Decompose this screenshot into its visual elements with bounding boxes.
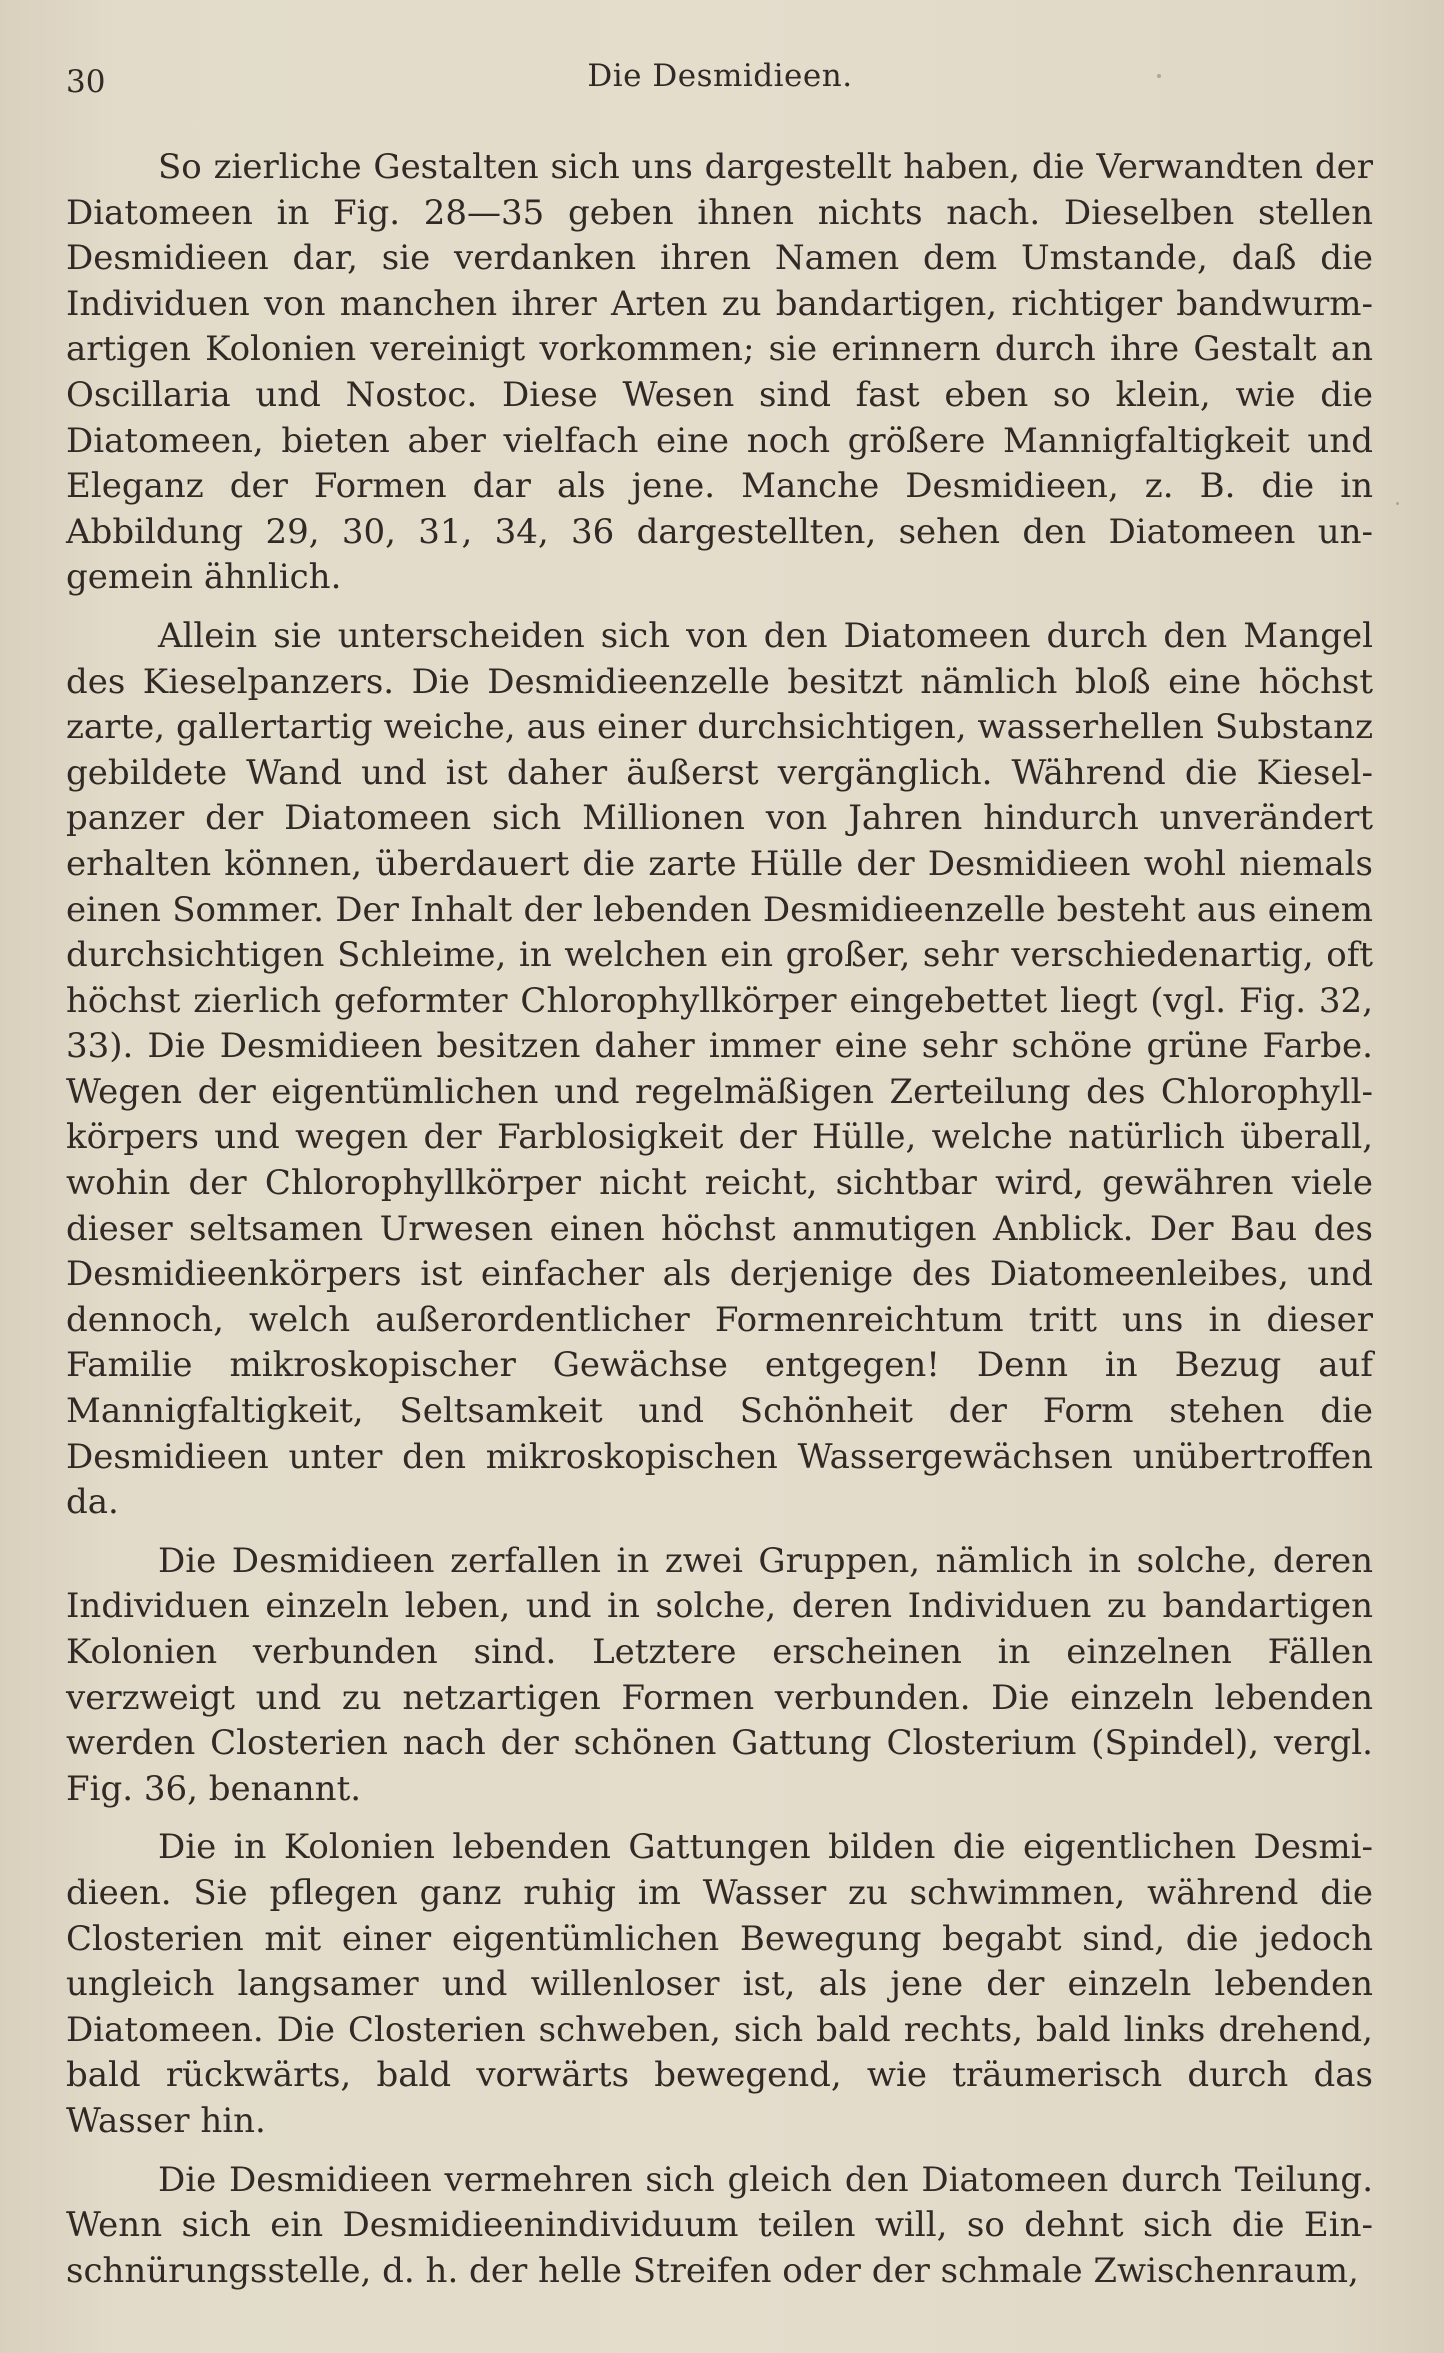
paragraph-5: Die Desmidieen vermehren sich gleich den Diatomeen durch Teilung. Wenn sich ein Desmidieenindividuum teilen will, so dehnt sich die Einschnürungsstelle, d. h. der helle Streifen oder der schmale Zwischenraum, <box>66 2159 1373 2291</box>
page-header <box>66 58 1374 108</box>
paragraph-3: Die Desmidieen zerfallen in zwei Gruppen, nämlich in solche, deren Individuen einzeln leben, und in solche, deren Individuen zu bandartigen Kolonien verbunden sind. Letztere erscheinen in einzelnen Fällen verzweigt und zu netzartigen Formen verbunden. Die einzeln lebenden werden Closterien nach der schönen Gattung Closterium (Spindel), vergl. Fig. 36, benannt. <box>66 1540 1373 1809</box>
paper-speck <box>1157 74 1161 78</box>
paper-speck <box>1396 502 1399 505</box>
paragraph-1: So zierliche Gestalten sich uns dargestellt haben, die Verwandten der Diatomeen in Fig. 28—35 geben ihnen nichts nach. Dieselben stellen Desmidieen dar, sie verdanken ihren Namen dem Umstande, daß die Individuen von manchen ihrer Arten zu bandartigen, richtiger bandwurmartigen Kolonien vereinigt vorkommen; sie erinnern durch ihre Gestalt an Oscillaria und Nostoc. Diese Wesen sind fast eben so klein, wie die Diatomeen, bieten aber vielfach eine noch größere Mannigfaltigkeit und Eleganz der Formen dar als jene. Manche Desmidieen, z. B. die in Abbildung 29, 30, 31, 34, 36 dargestellten, sehen den Diatomeen ungemein ähnlich. <box>66 147 1373 598</box>
body-text <box>66 145 1373 2307</box>
paragraph-4: Die in Kolonien lebenden Gattungen bilden die eigentlichen Desmidieen. Sie pflegen ganz ruhig im Wasser zu schwimmen, während die Closterien mit einer eigentümlichen Bewegung begabt sind, die jedoch ungleich langsamer und willenloser ist, als jene der einzeln lebenden Diatomeen. Die Closterien schweben, sich bald rechts, bald links drehend, bald rückwärts, bald vorwärts bewegend, wie träumerisch durch das Wasser hin. <box>66 1827 1373 2141</box>
running-title: Die Desmidieen. <box>587 58 853 94</box>
paragraph-2: Allein sie unterscheiden sich von den Diatomeen durch den Mangel des Kieselpanzers. Die Desmidieenzelle besitzt nämlich bloß eine höchst zarte, gallertartig weiche, aus einer durchsichtigen, wasserhellen Substanz gebildete Wand und ist daher äußerst vergänglich. Während die Kieselpanzer der Diatomeen sich Millionen von Jahren hindurch unverändert erhalten können, überdauert die zarte Hülle der Desmidieen wohl niemals einen Sommer. Der Inhalt der lebenden Desmidieenzelle besteht aus einem durchsichtigen Schleime, in welchen ein großer, sehr verschiedenartig, oft höchst zierlich geformter Chlorophyllkörper eingebettet liegt (vgl. Fig. 32, 33). Die Desmidieen besitzen daher immer eine sehr schöne grüne Farbe. Wegen der eigentümlichen und regelmäßigen Zerteilung des Chlorophyllkörpers und wegen der Farblosigkeit der Hülle, welche natürlich überall, wohin der Chlorophyllkörper nicht reicht, sichtbar wird, gewähren viele dieser seltsamen Urwesen einen höchst anmutigen Anblick. Der Bau des Desmidieenkörpers ist einfacher als derjenige des Diatomeenleibes, und dennoch, welch außerordentlicher Formenreichtum tritt uns in dieser Familie mikroskopischer Gewächse entgegen! Denn in Bezug auf Mannigfaltigkeit, Seltsamkeit und Schönheit der Form stehen die Desmidieen unter den mikroskopischen Wassergewächsen unübertroffen da. <box>66 615 1373 1523</box>
page-number: 30 <box>66 64 106 100</box>
